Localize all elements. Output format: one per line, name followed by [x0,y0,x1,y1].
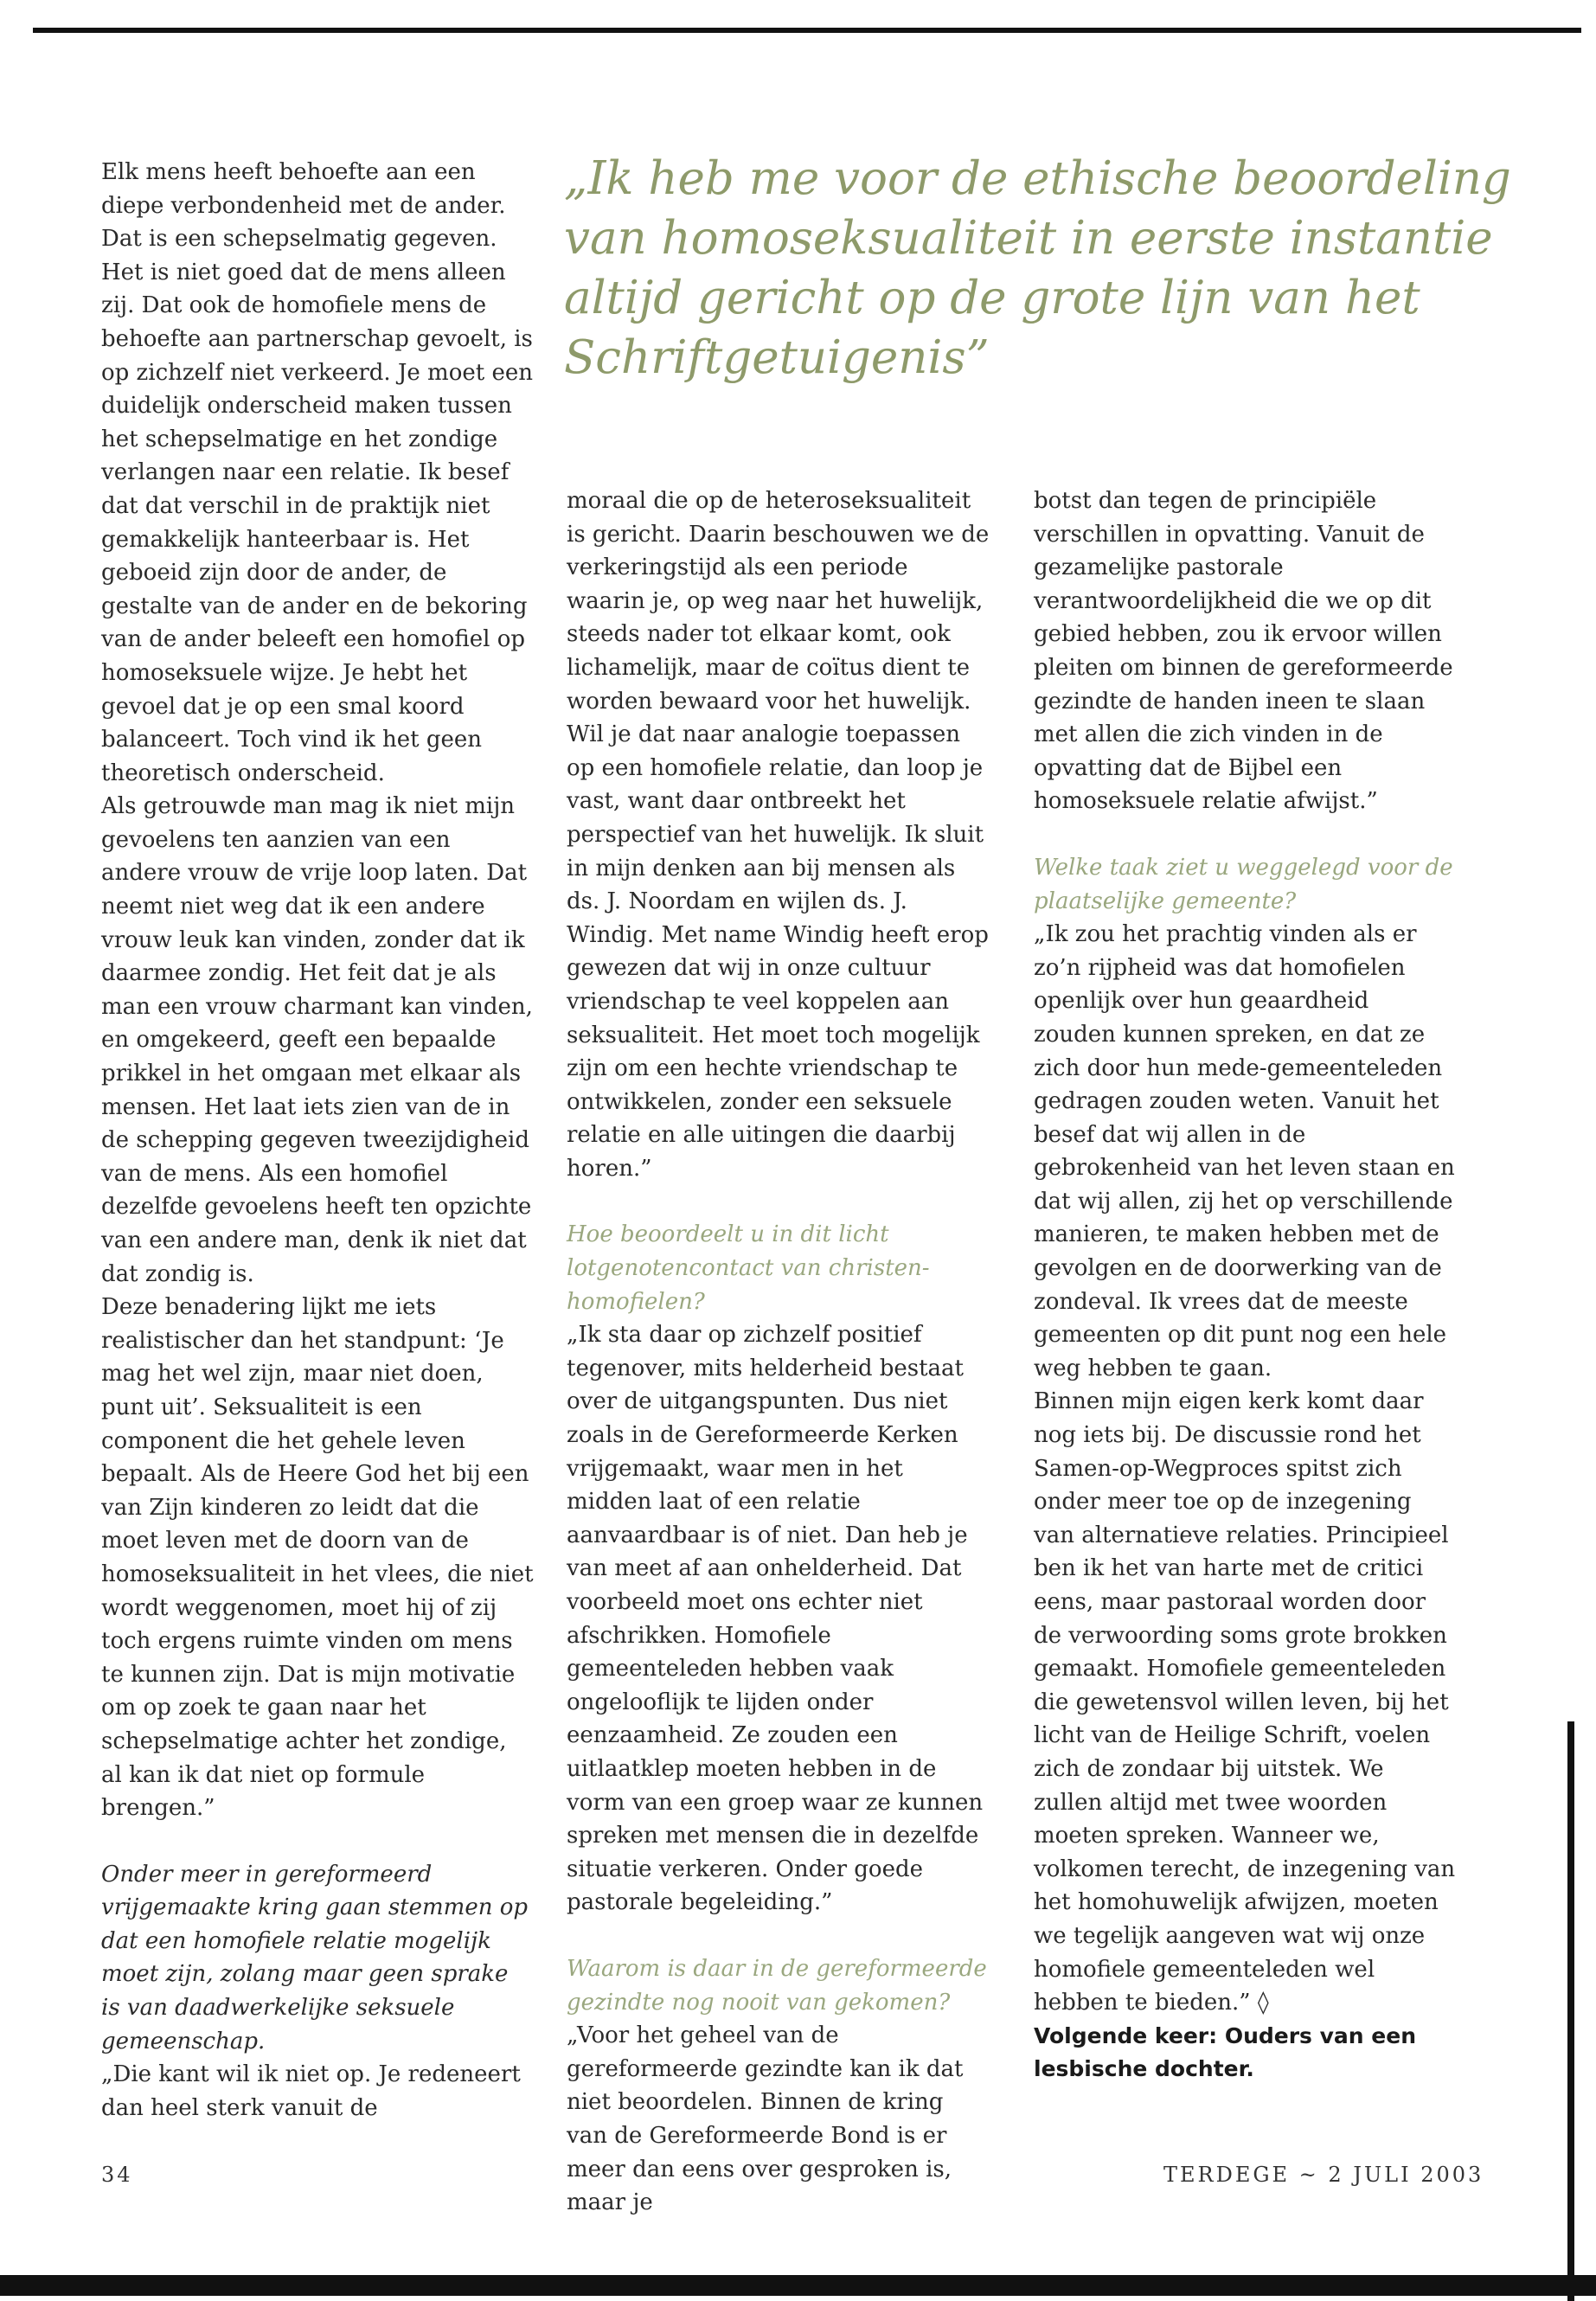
bottom-rule [0,2275,1596,2296]
interview-question: Hoe beoordeelt u in dit licht lotgenotencontact van christen-homofielen? [567,1221,930,1315]
body-paragraph: Elk mens heeft behoefte aan een diepe verbondenheid met de ander. Dat is een schepselmatig gegeven. Het is niet goed dat de mens alleen zij. Dat ook de homofiele mens de behoefte aan partnerschap gevoelt, is op zichzelf niet verkeerd. Je moet een duidelijk onderscheid maken tussen het schepselmatige en het zondige verlangen naar een relatie. Ik besef dat dat verschil in de praktijk niet gemakkelijk hanteerbaar is. Het geboeid zijn door de ander, de gestalte van de ander en de bekoring van de ander beleeft een homofiel op homoseksuele wijze. Je hebt het gevoel dat je op een smal koord balanceert. Toch vind ik het geen theoretisch onderscheid. [101,159,533,786]
spacer [567,1185,990,1218]
body-paragraph: moraal die op de heteroseksualiteit is gericht. Daarin beschouwen we de verkeringstijd als een periode waarin je, op weg naar het huwelijk, steeds nader tot elkaar komt, ook lichamelijk, maar de coïtus dient te worden bewaard voor het huwelijk. Wil je dat naar analogie toepassen op een homofiele relatie, dan loop je vast, want daar ontbreekt het perspectief van het huwelijk. Ik sluit in mijn denken aan bij mensen als ds. J. Noordam en wijlen ds. J. Windig. Met name Windig heeft erop gewezen dat wij in onze cultuur vriendschap te veel koppelen aan seksualiteit. Het moet toch mogelijk zijn om een hechte vriendschap te ontwikkelen, zonder een seksuele relatie en alle uitingen die daarbij horen.” [567,488,990,1182]
column-middle [567,484,990,2220]
interview-question: Waarom is daar in de gereformeerde gezindte nog nooit van gekomen? [567,1955,987,2016]
body-paragraph: „Die kant wil ik niet op. Je redeneert dan heel sterk vanuit de [101,2061,521,2121]
spacer [567,1920,990,1952]
column-right [1034,484,1458,2086]
next-episode-note: Volgende keer: Ouders van een lesbische dochter. [1034,2022,1417,2081]
pull-quote: „Ik heb me voor de ethische beoordeling van homoseksualiteit in eerste instantie altijd gericht op de grote lijn van het Schriftgetuigenis” [564,152,1511,384]
body-paragraph: Deze benadering lijkt me iets realistischer dan het standpunt: ‘Je mag het wel zijn, maar niet doen, punt uit’. Seksualiteit is een component die het gehele leven bepaalt. Als de Heere God het bij een van Zijn kinderen zo leidt dat die moet leven met de doorn van de homoseksualiteit in het vlees, die niet wordt weggenomen, moet hij of zij toch ergens ruimte vinden om mens te kunnen zijn. Dat is mijn motivatie om op zoek te gaan naar het schepselmatige achter het zondige, al kan ik dat niet op formule brengen.” [101,1294,534,1822]
body-paragraph: „Voor het geheel van de gereformeerde gezindte kan ik dat niet beoordelen. Binnen de kring van de Gereformeerde Bond is er meer dan eens over gesproken is, maar je [567,2022,964,2216]
body-paragraph: „Ik sta daar op zichzelf positief tegenover, mits helderheid bestaat over de uitgangspunten. Dus niet zoals in de Gereformeerde Kerken vrijgemaakt, waar men in het midden laat of een relatie aanvaardbaar is of niet. Dan heb je van meet af aan onhelderheid. Dat voorbeeld moet ons echter niet afschrikken. Homofiele gemeenteleden hebben vaak ongelooflijk te lijden onder eenzaamheid. Ze zouden een uitlaatklep moeten hebben in de vorm van een groep waar ze kunnen spreken met mensen die in dezelfde situatie verkeren. Onder goede pastorale begeleiding.” [567,1322,984,1916]
interview-question: Welke taak ziet u weggelegd voor de plaatselijke gemeente? [1034,854,1453,914]
body-paragraph: Als getrouwde man mag ik niet mijn gevoelens ten aanzien van een andere vrouw de vrije loop laten. Dat neemt niet weg dat ik een andere vrouw leuk kan vinden, zonder dat ik daarmee zondig. Het feit dat je als man een vrouw charmant kan vinden, en omgekeerd, geeft een bepaalde prikkel in het omgaan met elkaar als mensen. Het laat iets zien van de in de schepping gegeven tweezijdigheid van de mens. Als een homofiel dezelfde gevoelens heeft ten opzichte van een andere man, denk ik niet dat dat zondig is. [101,793,533,1287]
right-edge-bar [1567,1721,1574,2301]
spacer [101,1825,534,1858]
interview-question: Onder meer in gereformeerd vrijgemaakte kring gaan stemmen op dat een homofiele relatie mogelijk moet zijn, zolang maar geen sprake is van daadwerkelijke seksuele gemeenschap. [101,1861,529,2054]
spacer [1034,818,1458,851]
body-paragraph: Binnen mijn eigen kerk komt daar nog iets bij. De discussie rond het Samen-op-Wegproces spitst zich onder meer toe op de inzegening van alternatieve relaties. Principieel ben ik het van harte met de critici eens, maar pastoraal worden door de verwoording soms grote brokken gemaakt. Homofiele gemeenteleden die gewetensvol willen leven, bij het licht van de Heilige Schrift, voelen zich de zondaar bij uitstek. We zullen altijd met twee woorden moeten spreken. Wanneer we, volkomen terecht, de inzegening van het homohuwelijk afwijzen, moeten we tegelijk aangeven wat wij onze homofiele gemeenteleden wel hebben te bieden.” ◊ [1034,1388,1456,2016]
body-paragraph: „Ik zou het prachtig vinden als er zo’n rijpheid was dat homofielen openlijk over hun geaardheid zouden kunnen spreken, en dat ze zich door hun mede-gemeenteleden gedragen zouden weten. Vanuit het besef dat wij allen in de gebrokenheid van het leven staan en dat wij allen, zij het op verschillende manieren, te maken hebben met de gevolgen en de doorwerking van de zondeval. Ik vrees dat de meeste gemeenten op dit punt nog een hele weg hebben te gaan. [1034,921,1455,1381]
column-left [101,156,534,2125]
body-paragraph: botst dan tegen de principiële verschillen in opvatting. Vanuit de gezamelijke pastorale verantwoordelijkheid die we op dit gebied hebben, zou ik ervoor willen pleiten om binnen de gereformeerde gezindte de handen ineen te slaan met allen die zich vinden in de opvatting dat de Bijbel een homoseksuele relatie afwijst.” [1034,488,1453,815]
top-rule [33,28,1581,33]
page-number: 34 [101,2163,133,2187]
running-title: TERDEGE ~ 2 JULI 2003 [1163,2163,1484,2187]
